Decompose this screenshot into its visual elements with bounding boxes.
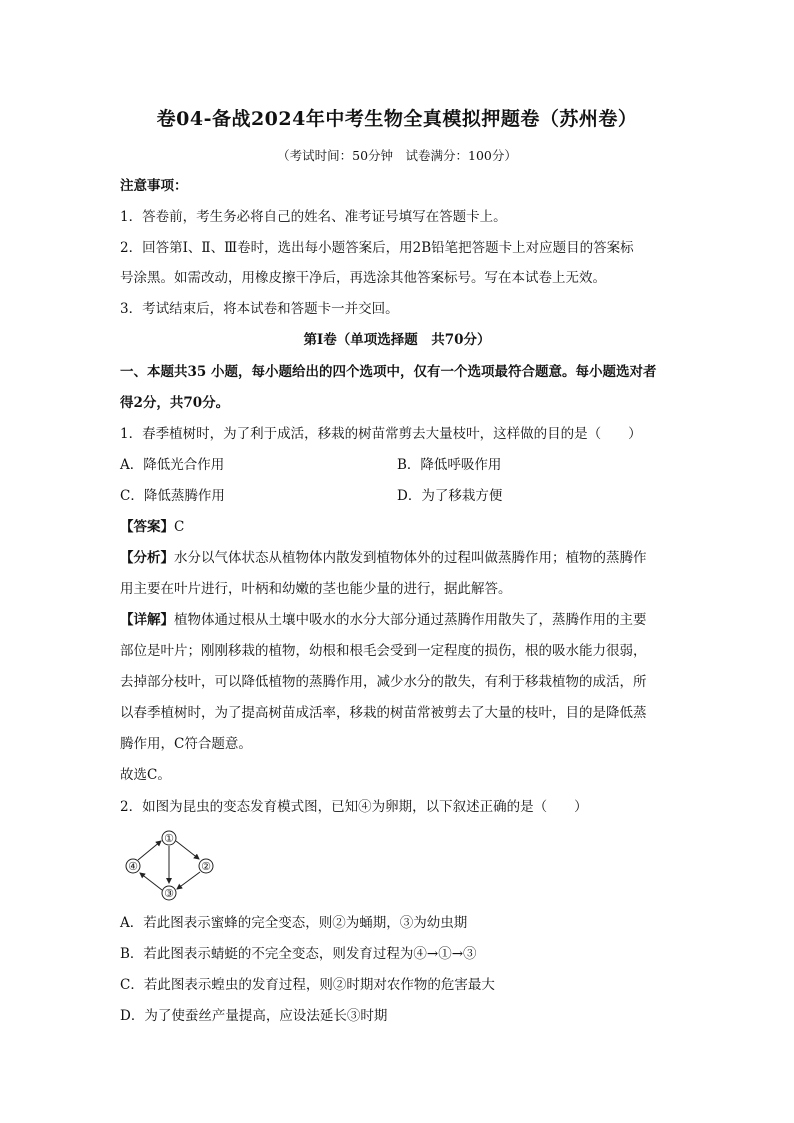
detail-label: 【详解】 [120,612,174,628]
node-3-label: ③ [164,887,174,900]
detail-text: 腾作用，C符合题意。 [120,736,252,752]
question-1-option-c: C．降低蒸腾作用 [120,488,225,504]
notes-item: 3．考试结束后，将本试卷和答题卡一并交回。 [120,301,399,317]
arrow-2-to-3 [177,872,200,889]
question-1-option-b: B．降低呼吸作用 [397,457,502,473]
notes-heading: 注意事项： [120,178,188,194]
notes-item: 1．答卷前，考生务必将自己的姓名、准考证号填写在答题卡上。 [120,209,507,225]
conclusion-text: 故选C。 [120,767,171,783]
detail-text: 部位是叶片；刚刚移栽的植物，幼根和根毛会受到一定程度的损伤，根的吸水能力很弱， [120,643,647,659]
section-title: 第Ⅰ卷（单项选择题 共70分） [303,332,491,348]
detail-line [120,610,647,630]
metamorphosis-cycle-diagram [120,826,220,904]
section-instruction: 一、本题共35 小题，每小题给出的四个选项中，仅有一个选项最符合题意。每小题选对者 [120,364,657,380]
question-2-stem: 2．如图为昆虫的变态发育模式图，已知④为卵期，以下叙述正确的是（ ） [120,799,588,815]
question-2-option-c: C．若此图表示蝗虫的发育过程，则②时期对农作物的危害最大 [120,977,495,993]
node-2-label: ② [201,860,211,873]
analysis-text: 水分以气体状态从植物体内散发到植物体外的过程叫做蒸腾作用；植物的蒸腾作 [174,550,647,566]
arrow-1-to-2 [176,841,199,859]
question-2-option-a: A．若此图表示蜜蜂的完全变态，则②为蛹期，③为幼虫期 [120,915,468,931]
detail-text: 植物体通过根从土壤中吸水的水分大部分通过蒸腾作用散失了，蒸腾作用的主要 [174,612,647,628]
node-4-label: ④ [128,860,138,873]
analysis-label: 【分析】 [120,550,174,566]
question-1-option-a: A．降低光合作用 [120,457,225,473]
node-1-label: ① [164,832,174,845]
analysis-text: 用主要在叶片进行，叶柄和幼嫩的茎也能少量的进行，据此解答。 [120,581,512,597]
answer-label: 【答案】 [120,519,174,535]
question-1-option-d: D．为了移栽方便 [397,488,503,504]
analysis-line [120,548,647,568]
notes-item: 2．回答第Ⅰ、Ⅱ、Ⅲ卷时，选出每小题答案后，用2B铅笔把答题卡上对应题目的答案标 [120,240,634,256]
question-1-stem: 1．春季植树时，为了利于成活，移栽的树苗常剪去大量枝叶，这样做的目的是（ ） [120,426,642,442]
section-instruction: 得2分，共70分。 [120,395,230,411]
question-2-option-b: B．若此图表示蜻蜓的不完全变态，则发育过程为④→①→③ [120,946,477,962]
detail-text: 以春季植树时，为了提高树苗成活率，移栽的树苗常被剪去了大量的枝叶，目的是降低蒸 [120,705,647,721]
exam-info: （考试时间：50分钟 试卷满分：100分） [277,148,517,163]
page-title: 卷04-备战2024年中考生物全真模拟押题卷（苏州卷） [156,108,638,130]
arrow-3-to-4 [140,873,162,890]
answer-line [120,517,184,537]
arrow-4-to-1 [138,841,161,860]
answer-value: C [174,519,185,535]
notes-item: 号涂黑。如需改动，用橡皮擦干净后，再选涂其他答案标号。写在本试卷上无效。 [120,270,606,286]
detail-text: 去掉部分枝叶，可以降低植物的蒸腾作用，减少水分的散失，有利于移栽植物的成活，所 [120,674,647,690]
question-2-option-d: D．为了使蚕丝产量提高，应设法延长③时期 [120,1008,388,1024]
